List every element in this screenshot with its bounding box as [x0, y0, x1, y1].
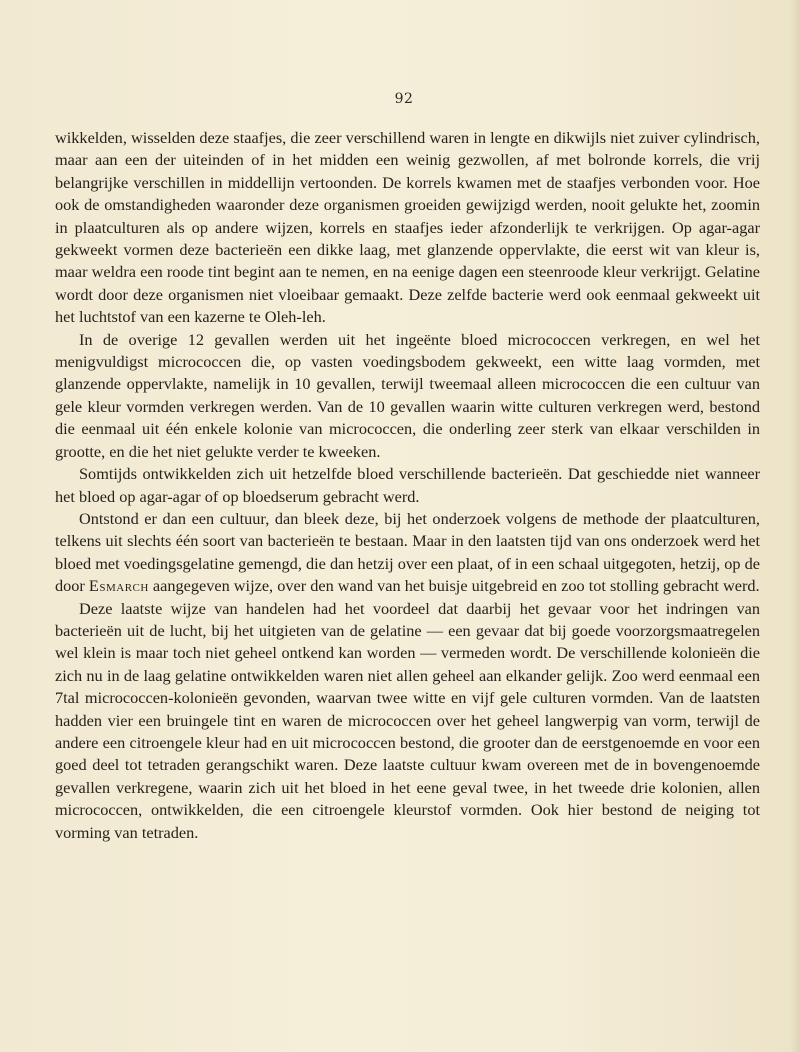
page-number: 92	[394, 91, 414, 107]
paragraph-1-text: wikkelden, wisselden deze staafjes, die zeer verschillend waren in lengte en dikwijls niet zuiver cylindrisch, maar aan een der uiteinden of in het midden een weinig gezwollen, af met bolronde korrels, die vrij belangrijke verschillen in middellijn vertoonden. De korrels kwamen met de staafjes verbonden voor. Hoe ook de omstandigheden waaronder deze organismen groeiden gewijzigd werden, nooit gelukte het, zoomin in plaatculturen als op andere wijzen, korrels en staafjes ieder afzonderlijk te verkrijgen. Op agar-agar gekweekt vormen deze bacterieën een dikke laag, met glanzende oppervlakte, die eerst wit van kleur is, maar weldra een roode tint begint aan te nemen, en na eenige dagen een steenroode kleur verkrijgt. Gelatine wordt door deze organismen niet vloeibaar gemaakt. Deze zelfde bacterie werd ook eenmaal gekweekt uit het luchtstof van een kazerne te Oleh-leh.	[55, 128, 760, 327]
paragraph-3	[55, 463, 760, 508]
paragraph-4	[55, 508, 760, 598]
paragraph-4-text-b: aangegeven wijze, over den wand van het buisje uitgebreid en zoo tot stolling gebracht werd.	[148, 576, 760, 596]
paragraph-2	[55, 329, 760, 463]
body-text	[55, 127, 760, 844]
paragraph-1	[55, 127, 760, 329]
paragraph-5-text: Deze laatste wijze van handelen had het voordeel dat daarbij het gevaar voor het indringen van bacterieën uit de lucht, bij het uitgieten van de gelatine — een gevaar dat bij goede voorzorgsmaatregelen wel klein is maar toch niet geheel ontkend kan worden — vermeden wordt. De verschillende kolonieën die zich nu in de laag gelatine ontwikkelden waren niet allen geheel aan elkander gelijk. Zoo werd eenmaal een 7tal micrococcen-kolonieën gevonden, waarvan twee witte en vijf gele culturen vormden. Van de laatsten hadden vier een bruingele tint en waren de micrococcen over het geheel langwerpig van vorm, terwijl de andere een citroengele kleur had en uit micrococcen bestond, die grooter dan de eerstgenoemde en voor een goed deel tot tetraden gerangschikt waren. Deze laatste cultuur kwam overeen met de in bovengenoemde gevallen verkregene, waarin zich uit het bloed in het eene geval twee, in het tweede drie kolonien, allen micrococcen, ontwikkelden, die een citroengele kleurstof vormden. Ook hier bestond de neiging tot vorming van tetraden.	[55, 598, 760, 842]
author-name-esmarch: Esmarch	[88, 576, 149, 596]
paragraph-5	[55, 598, 760, 844]
paragraph-4-text-a: Ontstond er dan een cultuur, dan bleek deze, bij het onderzoek volgens de methode der plaatculturen, telkens uit slechts één soort van bacterieën te bestaan. Maar in den laatsten tijd van ons onderzoek werd het bloed met voedingsgelatine gemengd, die dan hetzij over een plaat, of in een schaal uitgegoten, hetzij, op de door	[55, 508, 760, 596]
page-edge-shadow	[790, 0, 800, 1052]
paragraph-3-text: Somtijds ontwikkelden zich uit hetzelfde bloed verschillende bacterieën. Dat geschiedde niet wanneer het bloed op agar-agar of op bloedserum gebracht werd.	[55, 464, 760, 506]
paragraph-2-text: In de overige 12 gevallen werden uit het ingeënte bloed micrococcen verkregen, en wel het menigvuldigst micrococcen die, op vasten voedingsbodem gekweekt, een witte laag vormden, met glanzende oppervlakte, namelijk in 10 gevallen, terwijl tweemaal alleen micrococcen die een cultuur van gele kleur vormden verkregen werden. Van de 10 gevallen waarin witte culturen verkregen werd, bestond die eenmaal uit één enkele kolonie van micrococcen, die onderling zeer sterk van elkaar verschilden in grootte, en die het niet gelukte verder te kweeken.	[55, 329, 760, 461]
